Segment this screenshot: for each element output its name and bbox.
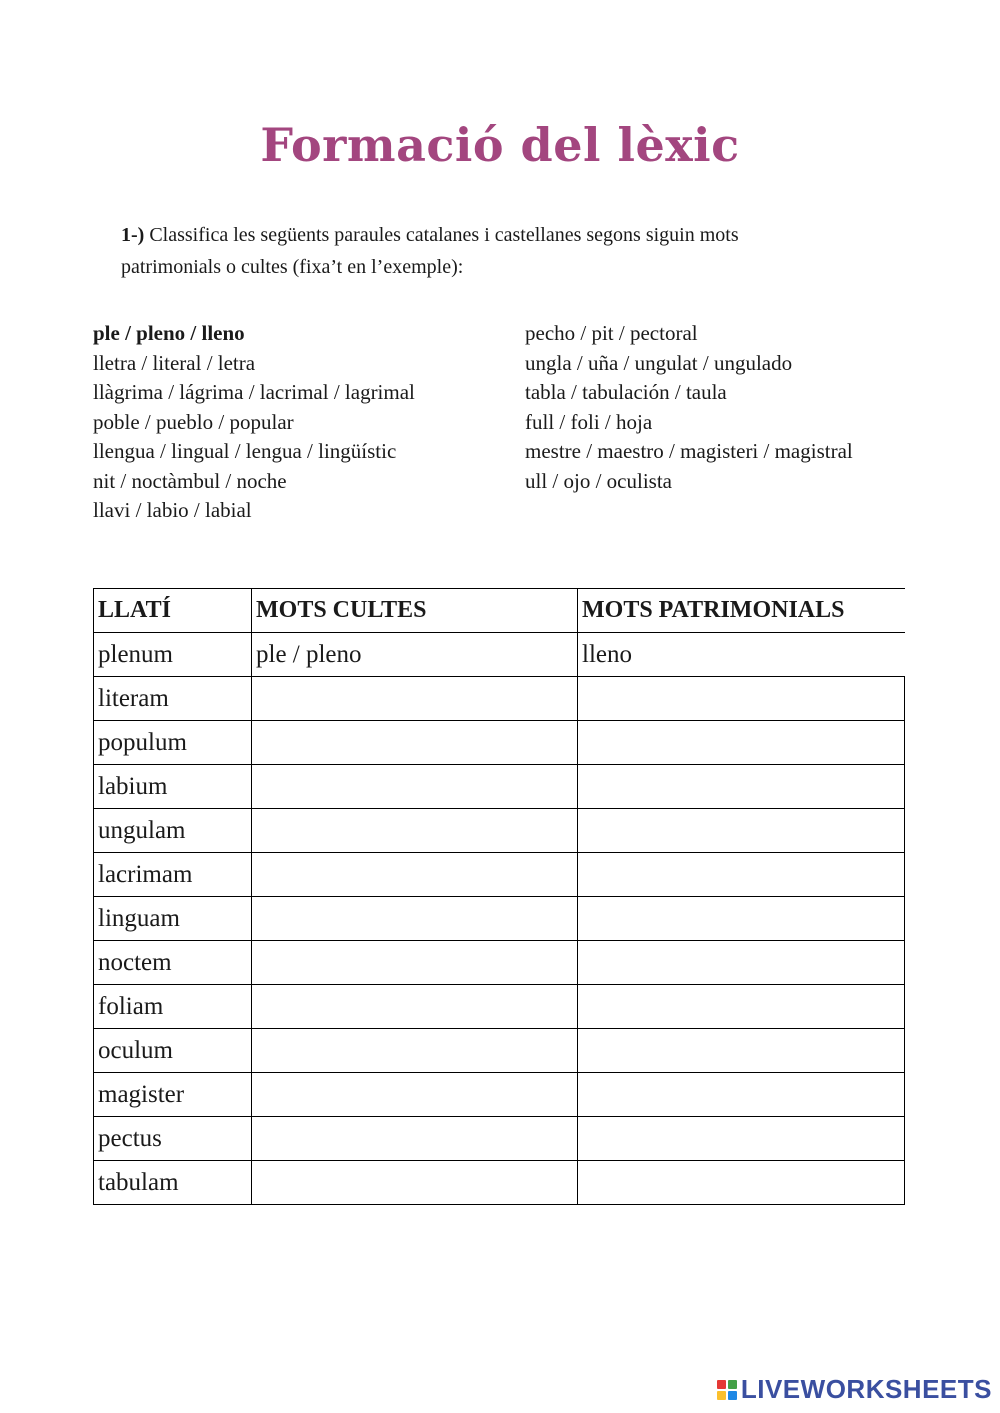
right-word-group: ull / ojo / oculista — [525, 468, 672, 493]
right-word-group: tabla / tabulación / taula — [525, 380, 727, 404]
patrimonials-answer-cell[interactable] — [578, 677, 905, 721]
patrimonials-answer-cell[interactable] — [578, 1117, 905, 1161]
patrimonials-answer-cell[interactable] — [578, 941, 905, 985]
example-patrimonials: lleno — [578, 633, 905, 677]
cultes-answer-cell[interactable] — [252, 677, 578, 721]
latin-word: populum — [94, 721, 252, 765]
latin-word: literam — [94, 677, 252, 721]
table-row — [94, 985, 905, 1029]
table-row — [94, 1029, 905, 1073]
right-word-group: full / foli / hoja — [525, 409, 653, 434]
table-row — [94, 721, 905, 765]
cultes-answer-cell[interactable] — [252, 1073, 578, 1117]
patrimonials-answer-cell[interactable] — [578, 853, 905, 897]
table-header-row — [94, 589, 905, 633]
cultes-answer-cell[interactable] — [252, 985, 578, 1029]
logo-square-icon — [728, 1391, 737, 1400]
header-patrimonials: MOTS PATRIMONIALS — [578, 589, 905, 633]
left-word-group: llengua / lingual / lengua / lingüístic — [93, 439, 397, 463]
liveworksheets-logo — [717, 1374, 992, 1405]
latin-word: lacrimam — [94, 853, 252, 897]
patrimonials-answer-cell[interactable] — [578, 1161, 905, 1205]
cultes-answer-cell[interactable] — [252, 1161, 578, 1205]
right-word-group: ungla / uña / ungulat / ungulado — [525, 350, 793, 375]
header-cultes: MOTS CULTES — [252, 589, 578, 633]
cultes-answer-cell[interactable] — [252, 1117, 578, 1161]
right-word-group: mestre / maestro / magisteri / magistral — [525, 439, 853, 463]
table-row — [94, 765, 905, 809]
table-row — [94, 677, 905, 721]
left-word-group: ple / pleno / lleno — [93, 321, 245, 345]
right-word-group: pecho / pit / pectoral — [525, 321, 698, 345]
patrimonials-answer-cell[interactable] — [578, 985, 905, 1029]
left-word-group: llàgrima / lágrima / lacrimal / lagrimal — [93, 380, 415, 404]
cultes-answer-cell[interactable] — [252, 765, 578, 809]
latin-word: labium — [94, 765, 252, 809]
word-list-left — [93, 319, 415, 526]
table-row — [94, 1161, 905, 1205]
cultes-answer-cell[interactable] — [252, 1029, 578, 1073]
exercise-number: 1-) — [121, 224, 145, 246]
example-row — [94, 633, 905, 677]
classification-table — [93, 588, 905, 1205]
word-list-right — [525, 319, 853, 496]
table-row — [94, 809, 905, 853]
page-title: Formació del lèxic — [260, 118, 740, 172]
latin-word: noctem — [94, 941, 252, 985]
cultes-answer-cell[interactable] — [252, 853, 578, 897]
patrimonials-answer-cell[interactable] — [578, 721, 905, 765]
header-latin: LLATÍ — [94, 589, 252, 633]
logo-mark-icon — [717, 1380, 737, 1400]
patrimonials-answer-cell[interactable] — [578, 809, 905, 853]
patrimonials-answer-cell[interactable] — [578, 765, 905, 809]
instruction — [121, 219, 841, 283]
table-row — [94, 1073, 905, 1117]
brand-name: LIVEWORKSHEETS — [740, 1374, 992, 1404]
example-latin: plenum — [94, 633, 252, 677]
cultes-answer-cell[interactable] — [252, 809, 578, 853]
latin-word: pectus — [94, 1117, 252, 1161]
latin-word: magister — [94, 1073, 252, 1117]
patrimonials-answer-cell[interactable] — [578, 1029, 905, 1073]
table-row — [94, 897, 905, 941]
table-row — [94, 1117, 905, 1161]
table-row — [94, 853, 905, 897]
cultes-answer-cell[interactable] — [252, 897, 578, 941]
patrimonials-answer-cell[interactable] — [578, 897, 905, 941]
cultes-answer-cell[interactable] — [252, 721, 578, 765]
latin-word: tabulam — [94, 1161, 252, 1205]
latin-word: ungulam — [94, 809, 252, 853]
latin-word: oculum — [94, 1029, 252, 1073]
table-row — [94, 941, 905, 985]
left-word-group: poble / pueblo / popular — [93, 409, 294, 434]
patrimonials-answer-cell[interactable] — [578, 1073, 905, 1117]
left-word-group: llavi / labio / labial — [93, 498, 252, 522]
logo-square-icon — [717, 1380, 726, 1389]
cultes-answer-cell[interactable] — [252, 941, 578, 985]
left-word-group: lletra / literal / letra — [93, 350, 256, 375]
latin-word: foliam — [94, 985, 252, 1029]
logo-square-icon — [717, 1391, 726, 1400]
logo-square-icon — [728, 1380, 737, 1389]
latin-word: linguam — [94, 897, 252, 941]
left-word-group: nit / noctàmbul / noche — [93, 468, 287, 493]
example-cultes: ple / pleno — [252, 633, 578, 677]
instruction-text: Classifica les següents paraules catalanes i castellanes segons siguin mots patrimonials o cultes (fixa’t en l’exemple): — [121, 224, 739, 278]
